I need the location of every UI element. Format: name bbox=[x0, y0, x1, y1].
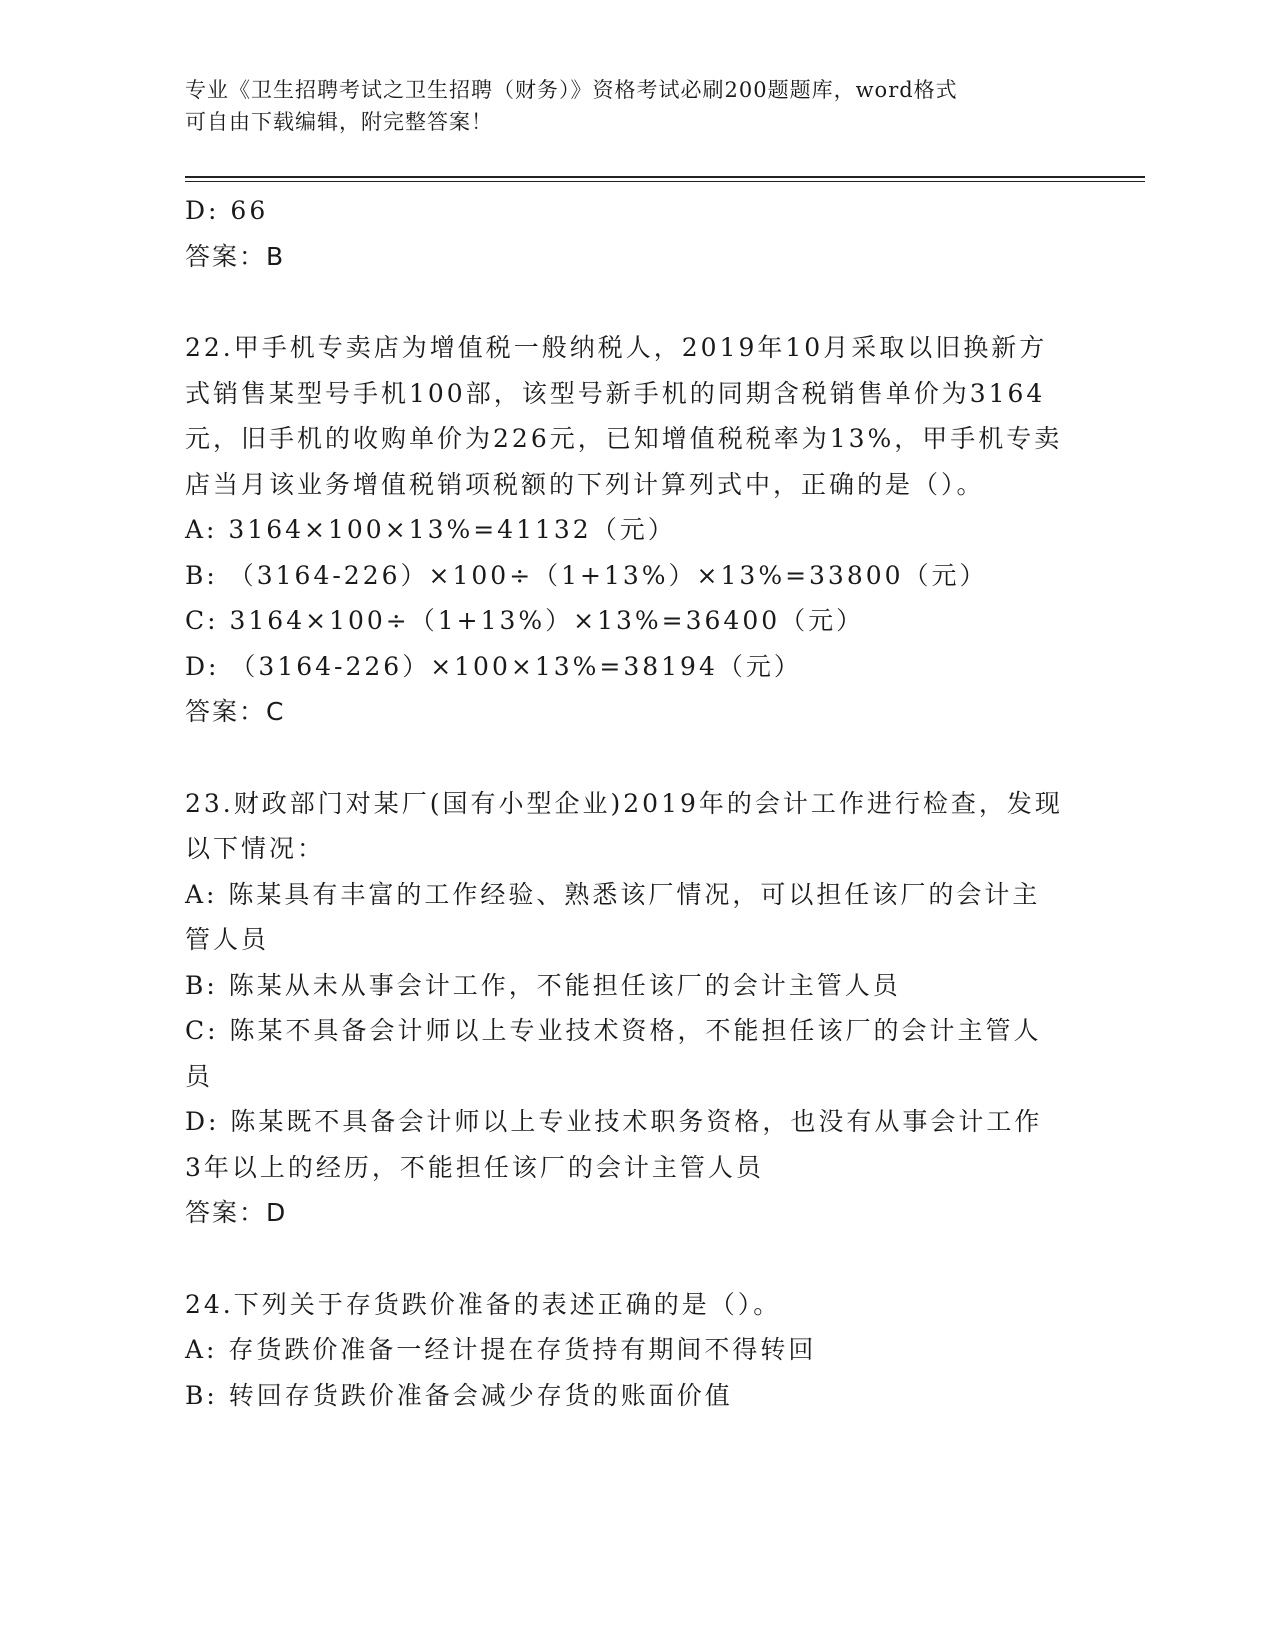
q23-stem-line-2: 以下情况： bbox=[185, 834, 326, 863]
spacer bbox=[185, 1236, 1085, 1282]
page-content bbox=[185, 188, 1085, 1418]
q23-option-c-line-1: C: 陈某不具备会计师以上专业技术资格，不能担任该厂的会计主管人 bbox=[185, 1016, 1042, 1045]
q23-option-a-line-1: A: 陈某具有丰富的工作经验、熟悉该厂情况，可以担任该厂的会计主 bbox=[185, 879, 1041, 909]
q23-option-d-line-2: 3年以上的经历，不能担任该厂的会计主管人员 bbox=[185, 1152, 764, 1182]
prev-answer: 答案：B bbox=[185, 241, 286, 271]
header-divider-thin bbox=[185, 181, 1145, 182]
q22-answer: 答案：C bbox=[185, 697, 286, 726]
prev-option-d: D: 66 bbox=[185, 196, 269, 225]
q23-option-c-line-2: 员 bbox=[185, 1061, 214, 1091]
q23-option-d-line-1: D: 陈某既不具备会计师以上专业技术职务资格，也没有从事会计工作 bbox=[185, 1107, 1043, 1136]
q23-answer: 答案：D bbox=[185, 1198, 288, 1227]
question-23 bbox=[185, 781, 1085, 1236]
q23-option-a-line-2: 管人员 bbox=[185, 925, 270, 954]
q22-stem-line-3: 元，旧手机的收购单价为226元，已知增值税税率为13%，甲手机专卖 bbox=[185, 424, 1063, 453]
q24-option-b: B: 转回存货跌价准备会减少存货的账面价值 bbox=[185, 1380, 733, 1410]
q23-option-b: B: 陈某从未从事会计工作，不能担任该厂的会计主管人员 bbox=[185, 970, 901, 1000]
q22-option-b: B: （3164-226）×100÷（1+13%）×13%=33800（元） bbox=[185, 560, 988, 590]
question-22 bbox=[185, 325, 1085, 735]
header-divider-thick bbox=[185, 176, 1145, 178]
q23-stem-line-1: 23.财政部门对某厂(国有小型企业)2019年的会计工作进行检查，发现 bbox=[185, 788, 1063, 818]
q22-option-d: D: （3164-226）×100×13%=38194（元） bbox=[185, 651, 802, 681]
q22-option-c: C: 3164×100÷（1+13%）×13%=36400（元） bbox=[185, 606, 865, 635]
q22-stem-line-4: 店当月该业务增值税销项税额的下列计算列式中，正确的是（）。 bbox=[185, 469, 985, 499]
spacer bbox=[185, 735, 1085, 781]
q24-stem: 24.下列关于存货跌价准备的表述正确的是（）。 bbox=[185, 1289, 782, 1319]
q24-option-a: A: 存货跌价准备一经计提在存货持有期间不得转回 bbox=[185, 1335, 817, 1364]
header-title-line-1: 专业《卫生招聘考试之卫生招聘（财务）》资格考试必刷200题题库，word格式 bbox=[185, 78, 958, 102]
header-title-line-2: 可自由下载编辑，附完整答案！ bbox=[185, 110, 493, 134]
spacer bbox=[185, 279, 1085, 325]
question-24 bbox=[185, 1282, 1085, 1419]
q22-stem-line-2: 式销售某型号手机100部，该型号新手机的同期含税销售单价为3164 bbox=[185, 378, 1046, 408]
page-header bbox=[185, 74, 1065, 138]
q22-stem-line-1: 22.甲手机专卖店为增值税一般纳税人，2019年10月采取以旧换新方 bbox=[185, 333, 1048, 362]
q22-option-a: A: 3164×100×13%=41132（元） bbox=[185, 515, 676, 544]
